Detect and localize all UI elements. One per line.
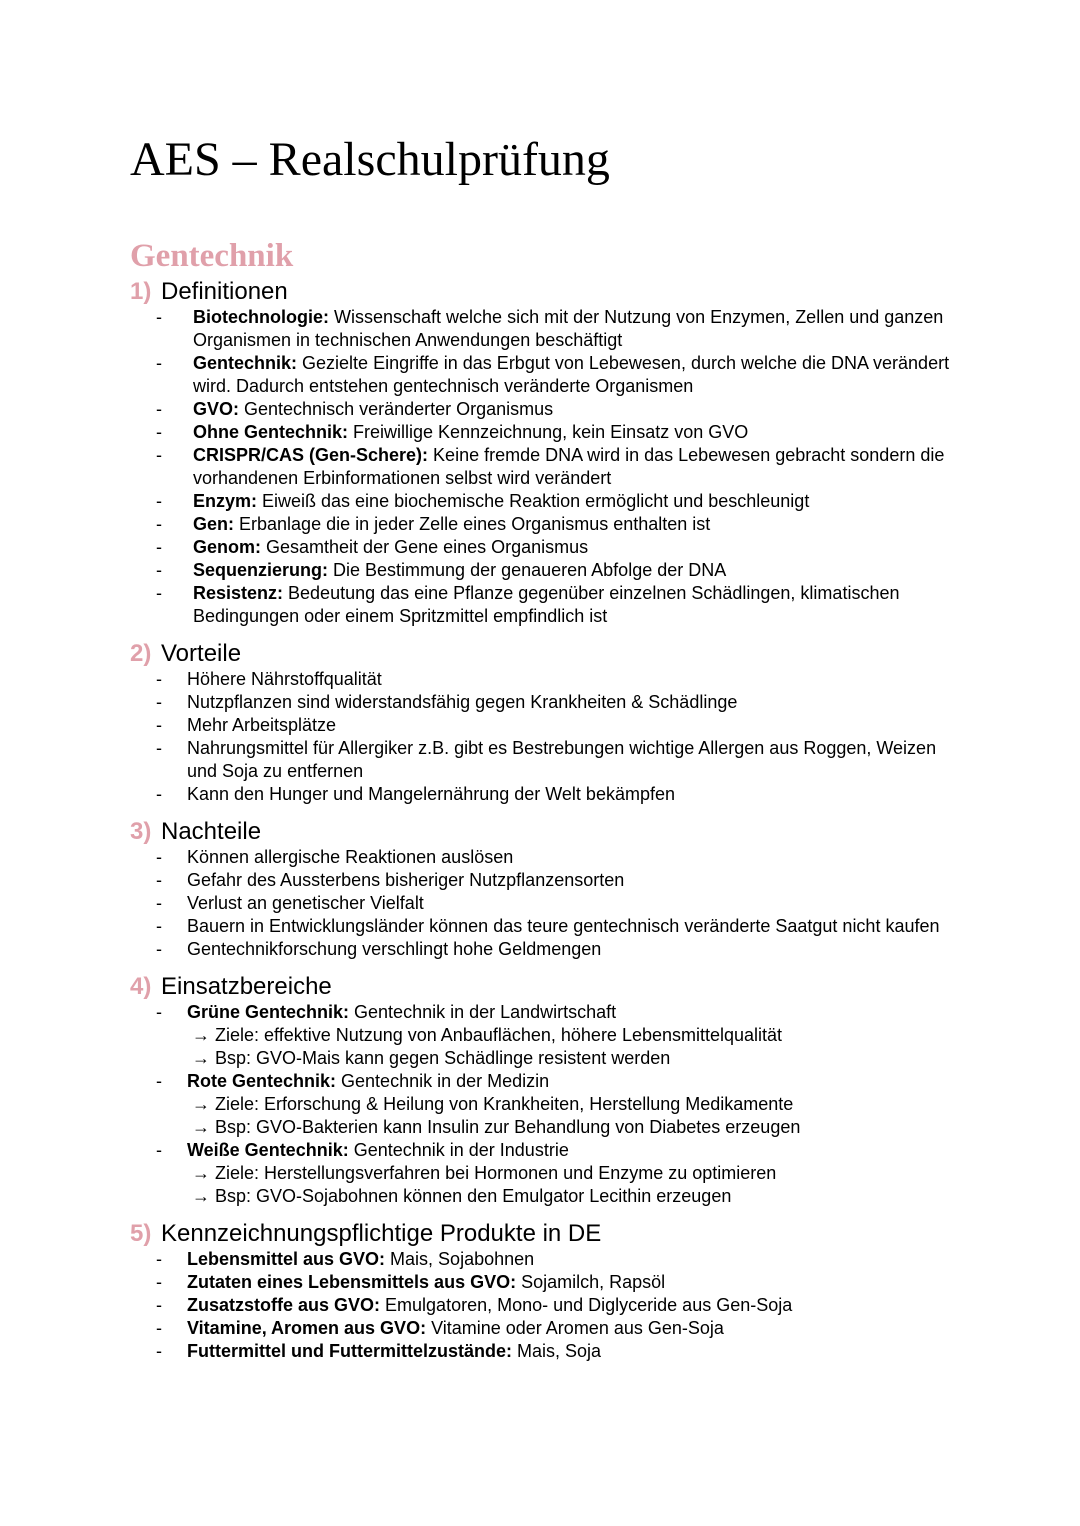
subsection-heading-text: Nachteile: [161, 818, 262, 845]
list-item: [130, 737, 970, 783]
item-text: Gentechnisch veränderter Organismus: [239, 399, 554, 419]
bullet-dash: -: [156, 1295, 162, 1315]
list-item: [130, 352, 970, 398]
item-term: Futtermittel und Futtermittelzustände:: [187, 1341, 512, 1361]
item-text: Gentechnik in der Medizin: [336, 1071, 550, 1091]
bullet-dash: -: [156, 583, 162, 603]
bullet-dash: -: [156, 353, 162, 373]
subsection: [130, 973, 970, 1208]
bullet-dash: -: [156, 1140, 162, 1160]
item-text: Nutzpflanzen sind widerstandsfähig gegen Krankheiten & Schädlinge: [187, 692, 738, 712]
bullet-dash: -: [156, 916, 162, 936]
bullet-dash: -: [156, 1002, 162, 1022]
item-detail-line: → Bsp: GVO-Bakterien kann Insulin zur Behandlung von Diabetes erzeugen: [192, 1117, 801, 1137]
item-term: Zutaten eines Lebensmittels aus GVO:: [187, 1272, 517, 1292]
list-item: [130, 1294, 970, 1317]
list-item: [130, 1248, 970, 1271]
item-term: Resistenz:: [193, 583, 284, 603]
item-term: Lebensmittel aus GVO:: [187, 1249, 386, 1269]
list-item: [130, 1001, 970, 1070]
item-term: Enzym:: [193, 491, 258, 511]
item-detail-line: → Bsp: GVO-Mais kann gegen Schädlinge resistent werden: [192, 1048, 671, 1068]
bullet-dash: -: [156, 537, 162, 557]
subsection-heading-text: Einsatzbereiche: [161, 973, 332, 1000]
bullet-dash: -: [156, 893, 162, 913]
subsection-number: 5): [130, 1220, 152, 1247]
item-text: Freiwillige Kennzeichnung, kein Einsatz von GVO: [348, 422, 749, 442]
list-item: [130, 1317, 970, 1340]
list-item: [130, 1070, 970, 1139]
item-text: Gezielte Eingriffe in das Erbgut von Lebewesen, durch welche die DNA verändert wird. Dadurch entstehen gentechnisch veränderte Organismen: [193, 353, 950, 396]
document-content: [130, 278, 970, 1363]
list-item: [130, 869, 970, 892]
bullet-dash: -: [156, 445, 162, 465]
item-text: Höhere Nährstoffqualität: [187, 669, 382, 689]
item-text: Eiweiß das eine biochemische Reaktion ermöglicht und beschleunigt: [257, 491, 810, 511]
subsection-number: 3): [130, 818, 152, 845]
subsection-heading-text: Definitionen: [161, 278, 288, 305]
item-term: CRISPR/CAS (Gen-Schere):: [193, 445, 429, 465]
item-text: Gesamtheit der Gene eines Organismus: [261, 537, 589, 557]
list-item: [130, 714, 970, 737]
item-text: Gentechnikforschung verschlingt hohe Geldmengen: [187, 939, 602, 959]
item-detail-line: → Ziele: Herstellungsverfahren bei Hormonen und Enzyme zu optimieren: [192, 1163, 777, 1183]
subsection-heading: [130, 973, 970, 1001]
bullet-dash: -: [156, 738, 162, 758]
subsection-heading-text: Vorteile: [161, 640, 242, 667]
list-item: [130, 421, 970, 444]
list-item: [130, 691, 970, 714]
list-item: [130, 783, 970, 806]
bullet-dash: -: [156, 514, 162, 534]
item-text: Die Bestimmung der genaueren Abfolge der DNA: [328, 560, 727, 580]
list-item: [130, 1340, 970, 1363]
item-text: Gentechnik in der Industrie: [348, 1140, 569, 1160]
item-text: Bedeutung das eine Pflanze gegenüber einzelnen Schädlingen, klimatischen Bedingungen oder einem Spritzmittel empfindlich ist: [193, 583, 900, 626]
subsection-number: 2): [130, 640, 152, 667]
document-title: AES – Realschulprüfung: [130, 133, 610, 186]
list-item: [130, 892, 970, 915]
list-item: [130, 444, 970, 490]
bullet-dash: -: [156, 669, 162, 689]
list-item: [130, 668, 970, 691]
item-detail-line: → Bsp: GVO-Sojabohnen können den Emulgator Lecithin erzeugen: [192, 1186, 732, 1206]
item-text: Verlust an genetischer Vielfalt: [187, 893, 424, 913]
item-text: Sojamilch, Rapsöl: [516, 1272, 666, 1292]
list-item: [130, 915, 970, 938]
item-term: Rote Gentechnik:: [187, 1071, 337, 1091]
subsection-number: 1): [130, 278, 152, 305]
bullet-dash: -: [156, 1318, 162, 1338]
item-term: Vitamine, Aromen aus GVO:: [187, 1318, 427, 1338]
subsection-number: 4): [130, 973, 152, 1000]
list-item: [130, 846, 970, 869]
item-detail-line: → Ziele: Erforschung & Heilung von Krankheiten, Herstellung Medikamente: [192, 1094, 794, 1114]
bullet-dash: -: [156, 692, 162, 712]
bullet-dash: -: [156, 1341, 162, 1361]
list-item: [130, 559, 970, 582]
bullet-dash: -: [156, 1071, 162, 1091]
item-text: Bauern in Entwicklungsländer können das teure gentechnisch veränderte Saatgut nicht kaufen: [187, 916, 940, 936]
item-term: Sequenzierung:: [193, 560, 329, 580]
item-term: Gen:: [193, 514, 235, 534]
list-item: [130, 1139, 970, 1208]
subsection: [130, 818, 970, 961]
item-text: Kann den Hunger und Mangelernährung der Welt bekämpfen: [187, 784, 675, 804]
list-item: [130, 306, 970, 352]
item-text: Vitamine oder Aromen aus Gen-Soja: [426, 1318, 724, 1338]
item-text: Mais, Soja: [512, 1341, 602, 1361]
subsection-heading: [130, 278, 970, 306]
bullet-dash: -: [156, 422, 162, 442]
bullet-dash: -: [156, 491, 162, 511]
item-text: Gentechnik in der Landwirtschaft: [349, 1002, 617, 1022]
list-item: [130, 536, 970, 559]
bullet-dash: -: [156, 560, 162, 580]
list-item: [130, 513, 970, 536]
item-text: Gefahr des Aussterbens bisheriger Nutzpflanzensorten: [187, 870, 625, 890]
item-term: Ohne Gentechnik:: [193, 422, 349, 442]
item-text: Erbanlage die in jeder Zelle eines Organismus enthalten ist: [234, 514, 711, 534]
item-text: Mehr Arbeitsplätze: [187, 715, 337, 735]
item-term: Weiße Gentechnik:: [187, 1140, 349, 1160]
item-term: Gentechnik:: [193, 353, 298, 373]
list-item: [130, 582, 970, 628]
bullet-dash: -: [156, 715, 162, 735]
item-text: Wissenschaft welche sich mit der Nutzung von Enzymen, Zellen und ganzen Organismen in technischen Anwendungen beschäftigt: [193, 307, 944, 350]
bullet-dash: -: [156, 399, 162, 419]
item-term: Zusatzstoffe aus GVO:: [187, 1295, 381, 1315]
item-term: Grüne Gentechnik:: [187, 1002, 350, 1022]
item-detail-line: → Ziele: effektive Nutzung von Anbauflächen, höhere Lebensmittelqualität: [192, 1025, 783, 1045]
item-text: Keine fremde DNA wird in das Lebewesen gebracht sondern die vorhandenen Erbinformationen selbst wird verändert: [193, 445, 945, 488]
item-text: Mais, Sojabohnen: [385, 1249, 535, 1269]
bullet-dash: -: [156, 870, 162, 890]
list-item: [130, 938, 970, 961]
item-text: Emulgatoren, Mono- und Diglyceride aus Gen-Soja: [380, 1295, 793, 1315]
subsection-heading: [130, 818, 970, 846]
item-term: GVO:: [193, 399, 240, 419]
bullet-dash: -: [156, 1249, 162, 1269]
item-text: Nahrungsmittel für Allergiker z.B. gibt es Bestrebungen wichtige Allergen aus Roggen, Weizen und Soja zu entfernen: [187, 738, 937, 781]
subsection: [130, 1220, 970, 1363]
list-item: [130, 398, 970, 421]
item-term: Genom:: [193, 537, 262, 557]
item-term: Biotechnologie:: [193, 307, 329, 327]
subsection: [130, 278, 970, 628]
subsection-heading: [130, 1220, 970, 1248]
bullet-dash: -: [156, 939, 162, 959]
bullet-dash: -: [156, 784, 162, 804]
list-item: [130, 490, 970, 513]
section-title: Gentechnik: [130, 238, 294, 274]
bullet-dash: -: [156, 847, 162, 867]
bullet-dash: -: [156, 307, 162, 327]
subsection: [130, 640, 970, 806]
list-item: [130, 1271, 970, 1294]
bullet-dash: -: [156, 1272, 162, 1292]
item-text: Können allergische Reaktionen auslösen: [187, 847, 514, 867]
subsection-heading-text: Kennzeichnungspflichtige Produkte in DE: [161, 1220, 602, 1247]
subsection-heading: [130, 640, 970, 668]
